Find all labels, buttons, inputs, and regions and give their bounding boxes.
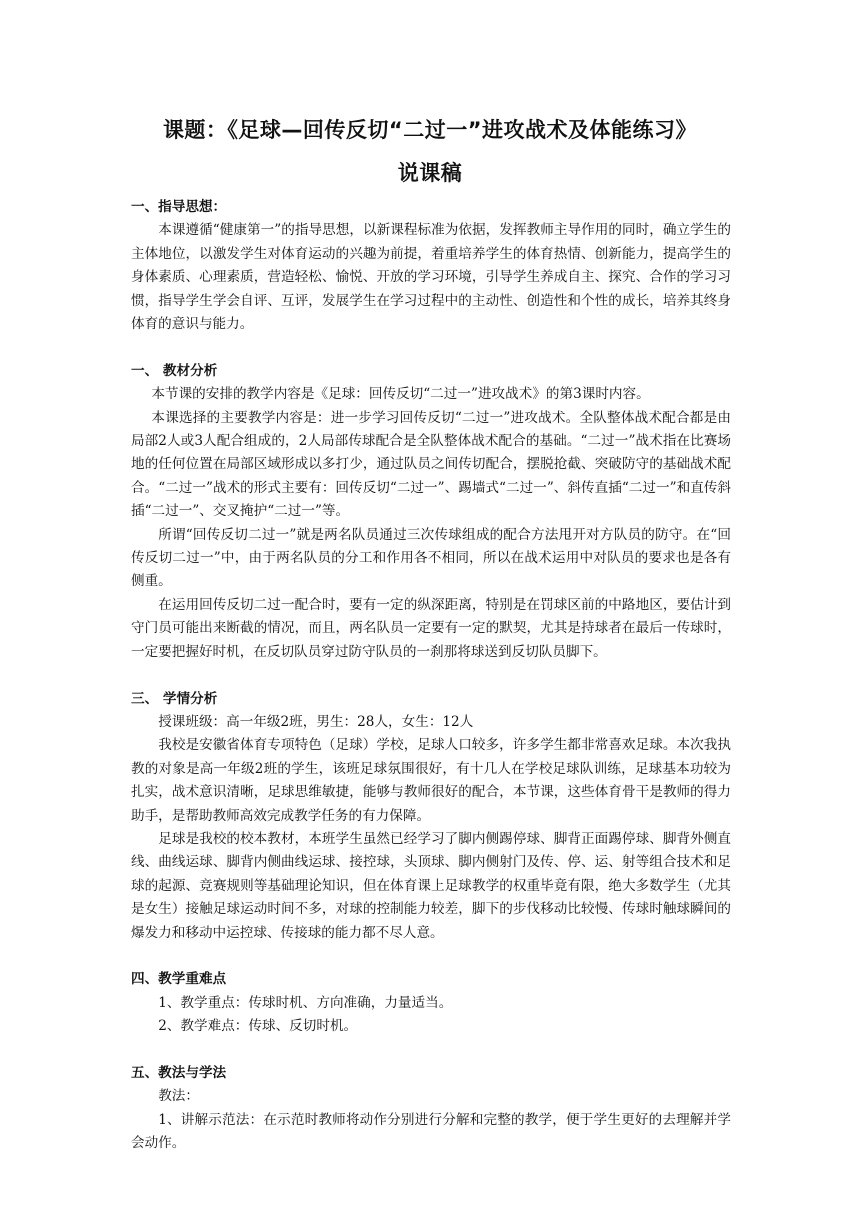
- document-body: [131, 196, 731, 1156]
- section-spacer: [131, 1039, 731, 1062]
- document-title-line-2: 说课稿: [397, 161, 463, 185]
- paragraph: 1、讲解示范法：在示范时教师将动作分别进行分解和完整的教学，便于学生更好的去理解并学会动作。: [131, 1111, 731, 1152]
- section-spacer: [131, 945, 731, 968]
- paragraph: 所谓“回传反切二过一”就是两名队员通过三次传球组成的配合方法甩开对方队员的防守。在“回传反切二过一”中，由于两名队员的分工和作用各不相同，所以在战术运用中对队员的要求也是各有侧重。: [131, 526, 731, 590]
- paragraph: 在运用回传反切二过一配合时，要有一定的纵深距离，特别是在罚球区前的中路地区，要估计到守门员可能出来断截的情况，而且，两名队员一定要有一定的默契，尤其是持球者在最后一传球时，一定要把握好时机，在反切队员穿过防守队员的一刹那将球送到反切队员脚下。: [131, 596, 731, 660]
- section-spacer: [131, 664, 731, 687]
- section-heading-student-analysis: 三、 学情分析: [131, 690, 218, 707]
- section-heading-key-difficult-points: 四、教学重难点: [131, 971, 227, 988]
- section-heading-material-analysis: 一、 教材分析: [131, 362, 218, 379]
- paragraph: 本课选择的主要教学内容是：进一步学习回传反切“二过一”进攻战术。全队整体战术配合都是由局部2人或3人配合组成的，2人局部传球配合是全队整体战术配合的基础。“二过一”战术指在比赛场地的任何位置在局部区域形成以多打少，通过队员之间传切配合，摆脱抢截、突破防守的基础战术配合。“二过一”战术的形式主要有：回传反切“二过一”、踢墙式“二过一”、斜传直插“二过一”和直传斜插“二过一”、交叉掩护“二过一”等。: [131, 409, 731, 520]
- paragraph: 授课班级：高一年级2班，男生：28人，女生：12人: [158, 713, 474, 730]
- section-spacer: [131, 336, 731, 359]
- paragraph: 本节课的安排的教学内容是《足球：回传反切“二过一”进攻战术》的第3课时内容。: [151, 386, 650, 403]
- section-heading-teaching-learning-methods: 五、教法与学法: [131, 1064, 227, 1081]
- paragraph: 足球是我校的校本教材，本班学生虽然已经学习了脚内侧踢停球、脚背正面踢停球、脚背外侧直线、曲线运球、脚背内侧曲线运球、接控球，头顶球、脚内侧射门及传、停、运、射等组合技术和足球的起源、竞赛规则等基础理论知识，但在体育课上足球教学的权重毕竟有限，绝大多数学生（尤其是女生）接触足球运动时间不多，对球的控制能力较差，脚下的步伐移动比较慢、传球时触球瞬间的爆发力和移动中运控球、传接球的能力都不尽人意。: [131, 830, 731, 941]
- paragraph: 本课遵循“健康第一”的指导思想，以新课程标准为依据，发挥教师主导作用的同时，确立学生的主体地位，以激发学生对体育运动的兴趣为前提，着重培养学生的体育热情、创新能力，提高学生的身体素质、心理素质，营造轻松、愉悦、开放的学习环境，引导学生养成自主、探究、合作的学习习惯，指导学生学会自评、互评，发展学生在学习过程中的主动性、创造性和个性的成长，培养其终身体育的意识与能力。: [131, 222, 731, 333]
- paragraph: 1、教学重点：传球时机、方向准确，力量适当。: [158, 994, 453, 1011]
- section-heading-guiding-thought: 一、指导思想：: [131, 199, 227, 215]
- paragraph: 我校是安徽省体育专项特色（足球）学校，足球人口较多，许多学生都非常喜欢足球。本次我执教的对象是高一年级2班的学生，该班足球氛围很好，有十几人在学校足球队训练，足球基本功较为扎实，战术意识清晰，足球思维敏捷，能够与教师很好的配合，本节课，这些体育骨干是教师的得力助手，是帮助教师高效完成教学任务的有力保障。: [131, 737, 731, 824]
- paragraph: 2、教学难点：传球、反切时机。: [158, 1018, 358, 1035]
- document-title-line-1: 课题：《足球—回传反切“二过一”进攻战术及体能练习》: [162, 118, 698, 142]
- paragraph: 教法：: [158, 1088, 199, 1105]
